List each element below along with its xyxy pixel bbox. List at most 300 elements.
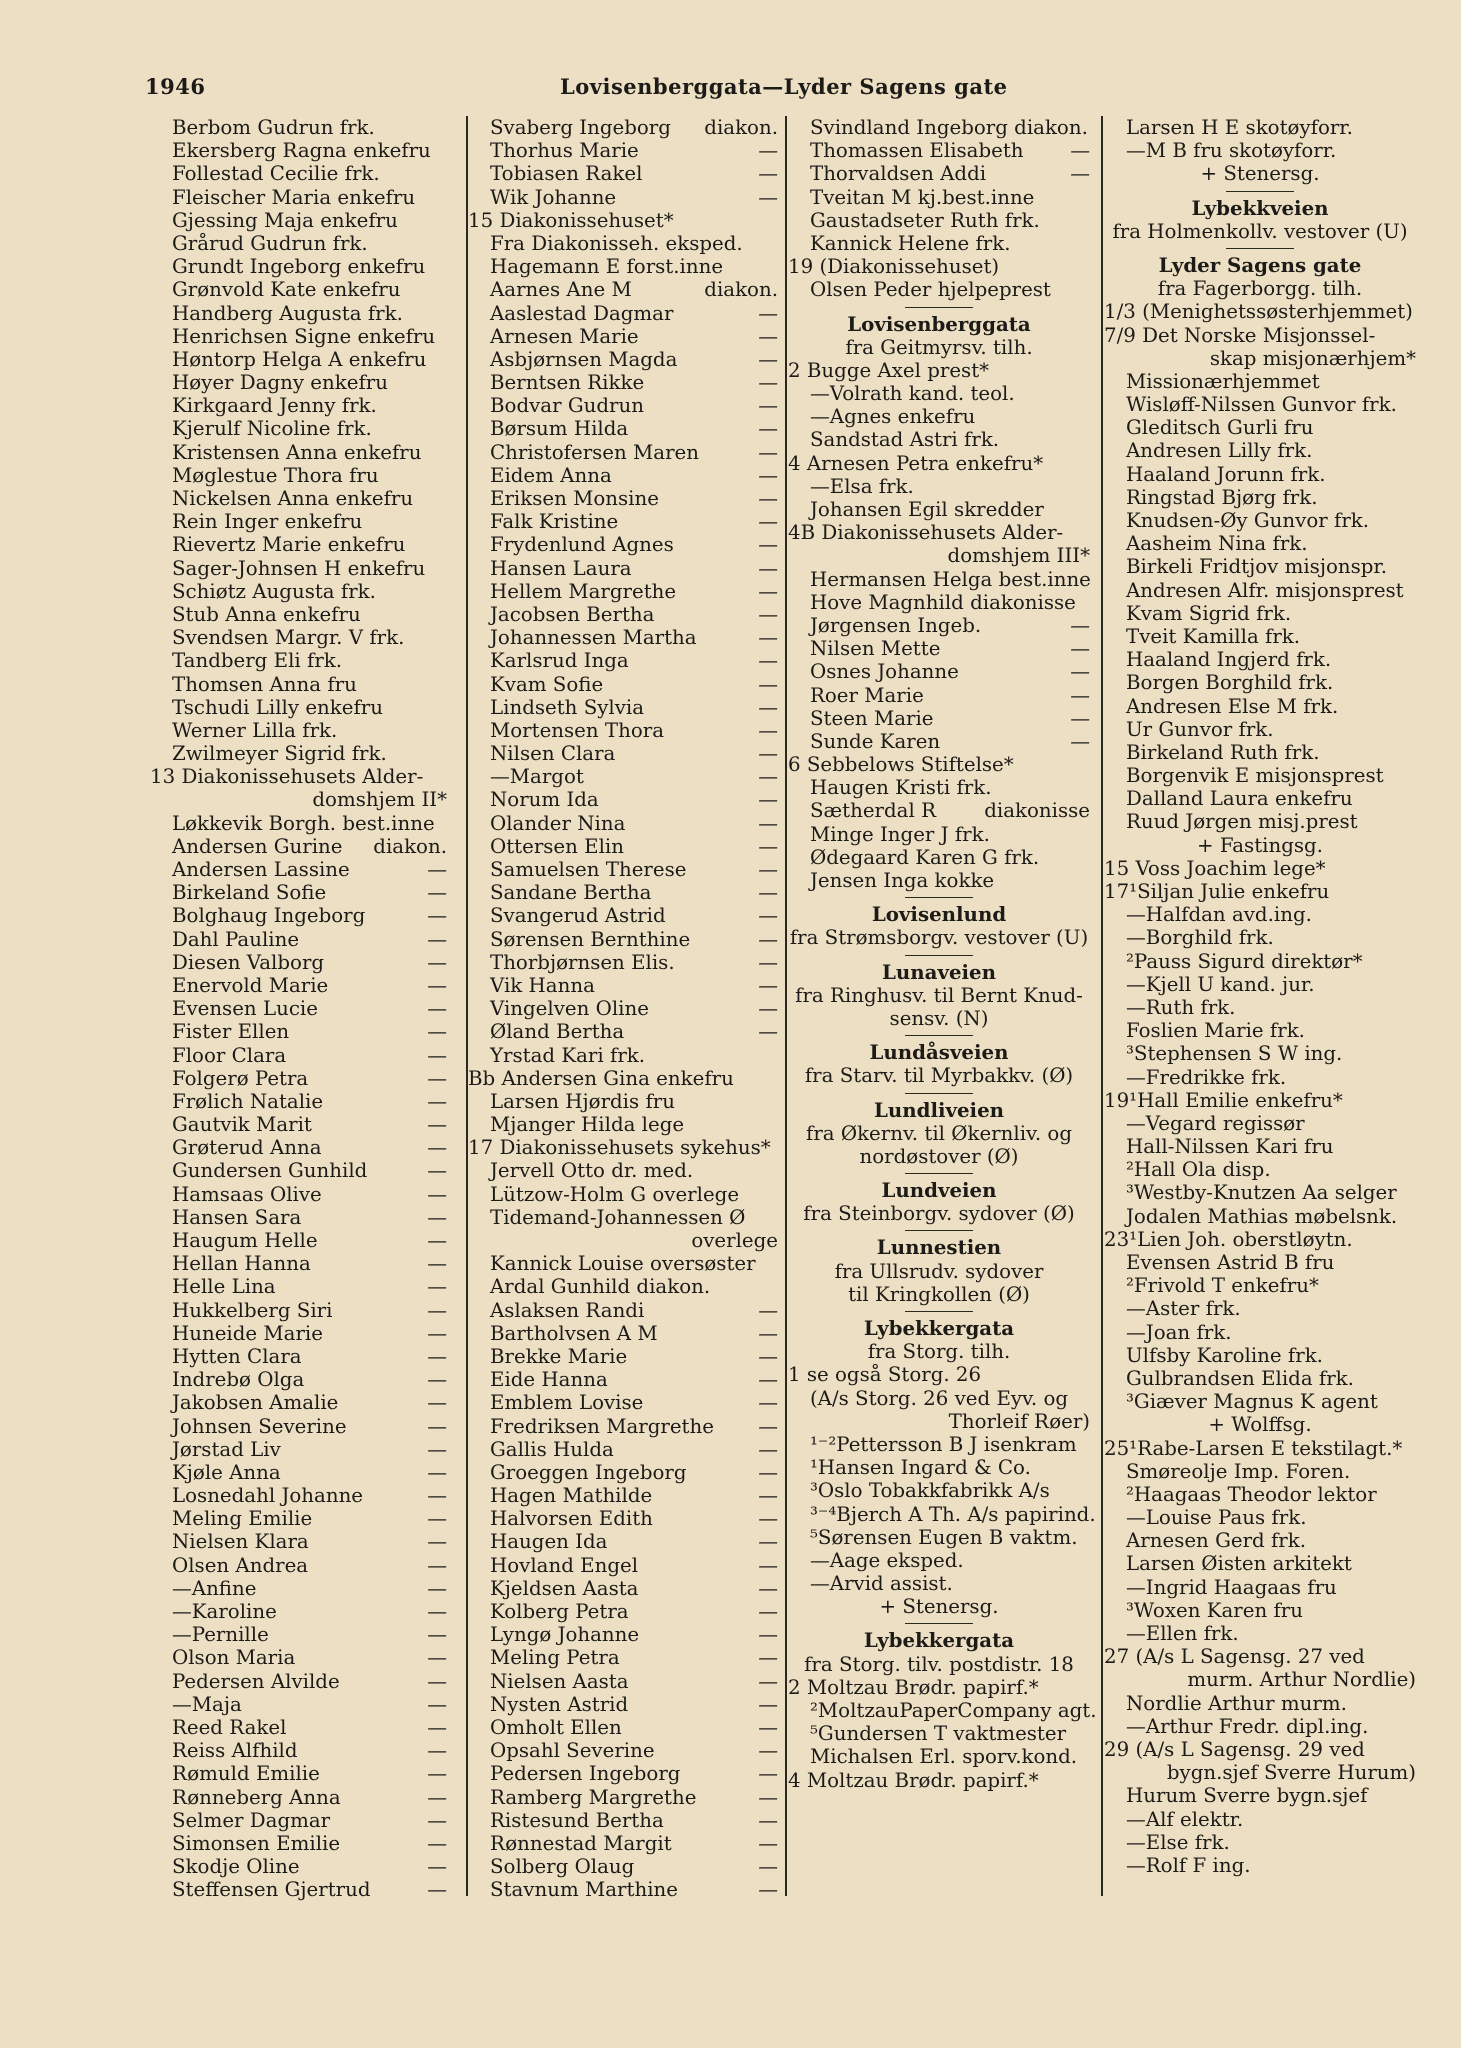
resident-entry <box>150 719 447 742</box>
entry-text: Selmer Dagmar <box>172 1808 331 1832</box>
street-range <box>1104 1413 1416 1436</box>
entry-text: Knudsen-Øy Gunvor frk. <box>1126 509 1370 532</box>
entry-text: Lovisenberggata <box>847 311 1031 336</box>
entry-text: Stavnum Marthine <box>490 1878 678 1902</box>
resident-entry <box>468 1183 778 1206</box>
entry-text: Vik Hanna <box>490 973 595 997</box>
entry-text: Zwilmeyer Sigrid frk. <box>172 742 387 766</box>
entry-text: ²Pauss Sigurd direktør* <box>1126 949 1363 973</box>
entry-text: + Fastingsg. <box>1197 833 1323 857</box>
entry-text: Aarnes Ane M <box>490 278 632 302</box>
entry-occupation: — <box>1070 683 1090 707</box>
resident-entry <box>1104 1808 1416 1831</box>
entry-text: Kvam Sofie <box>490 672 604 696</box>
entry-text: Mjanger Hilda lege <box>490 1113 685 1137</box>
entry-text: Christofersen Maren <box>490 440 699 464</box>
resident-entry <box>788 1479 1090 1502</box>
street-range <box>788 336 1090 359</box>
resident-entry <box>150 603 447 626</box>
resident-entry <box>468 881 778 904</box>
entry-text: fra Ullsrudv. sydover <box>834 1259 1044 1283</box>
resident-entry <box>468 835 778 858</box>
entry-text: Norum Ida <box>490 788 599 812</box>
entry-occupation: — <box>427 1715 447 1739</box>
entry-occupation: — <box>1070 706 1090 730</box>
entry-text: Aaslestad Dagmar <box>490 301 674 325</box>
entry-text: —Arvid assist. <box>810 1572 953 1596</box>
resident-entry <box>1104 1599 1416 1622</box>
entry-text: domshjem III* <box>947 544 1090 568</box>
entry-text: Meling Emilie <box>172 1507 313 1531</box>
resident-entry <box>150 951 447 974</box>
house-number-entry <box>150 765 447 788</box>
entry-occupation: — <box>758 997 778 1021</box>
entry-occupation: — <box>758 185 778 209</box>
entry-text: Nickelsen Anna enkefru <box>172 487 414 510</box>
entry-text: 25¹Rabe-Larsen E tekstilagt.* <box>1104 1436 1403 1460</box>
entry-text: —Rolf F ing. <box>1126 1853 1251 1877</box>
entry-text: Handberg Augusta frk. <box>172 301 403 325</box>
entry-text: Borgenvik E misjonsprest <box>1126 764 1384 788</box>
resident-entry <box>468 1762 778 1785</box>
entry-text: fra Fagerborgg. tilh. <box>1157 277 1363 301</box>
resident-entry <box>468 1832 778 1855</box>
entry-text: Haaland Ingjerd frk. <box>1126 648 1332 672</box>
entry-text: Tobiasen Rakel <box>490 162 643 186</box>
entry-text: Svendsen Margr. V frk. <box>172 626 405 650</box>
resident-entry <box>468 951 778 974</box>
entry-text: —Volrath kand. teol. <box>810 382 1015 406</box>
entry-text: Hansen Laura <box>490 556 632 580</box>
resident-entry <box>788 475 1090 498</box>
entry-text: Høyer Dagny enkefru <box>172 371 388 395</box>
resident-entry <box>1104 996 1416 1019</box>
resident-entry <box>150 1809 447 1832</box>
entry-text: —Kjell U kand. jur. <box>1126 972 1315 996</box>
entry-text: Werner Lilla frk. <box>172 718 338 742</box>
resident-entry <box>1104 1552 1416 1575</box>
resident-entry <box>468 1299 778 1322</box>
entry-text: Helle Lina <box>172 1275 276 1299</box>
entry-text: Aslaksen Randi <box>490 1298 645 1322</box>
entry-occupation: — <box>1070 660 1090 684</box>
entry-text: Falk Kristine <box>490 510 619 534</box>
entry-text: Skodje Oline <box>172 1855 300 1879</box>
entry-text: —Fredrikke frk. <box>1126 1065 1287 1089</box>
entry-occupation: — <box>427 1576 447 1600</box>
resident-entry <box>150 1554 447 1577</box>
entry-occupation: — <box>427 1692 447 1716</box>
street-heading <box>788 961 1090 984</box>
entry-occupation: — <box>758 1646 778 1670</box>
resident-entry <box>788 232 1090 255</box>
entry-text: 15 Voss Joachim lege* <box>1104 856 1326 880</box>
resident-entry <box>468 394 778 417</box>
entry-occupation: — <box>427 1159 447 1183</box>
entry-text: Høntorp Helga A enkefru <box>172 347 427 371</box>
entry-occupation: — <box>1070 139 1090 163</box>
resident-entry <box>788 1699 1097 1722</box>
entry-text: Svangerud Astrid <box>490 904 666 928</box>
resident-entry <box>468 580 778 603</box>
entry-occupation: — <box>758 858 778 881</box>
entry-text: Hermansen Helga best.inne <box>810 567 1091 591</box>
resident-entry <box>788 591 1090 614</box>
entry-occupation: — <box>758 162 778 186</box>
entry-occupation: — <box>427 1043 447 1067</box>
entry-text: Fredriksen Margrethe <box>490 1414 714 1438</box>
resident-entry <box>1104 1460 1416 1483</box>
entry-occupation: — <box>427 950 447 974</box>
entry-text: Sandane Bertha <box>490 881 652 905</box>
resident-entry <box>150 1044 447 1067</box>
entry-text: Svindland Ingeborg diakon. <box>810 116 1088 139</box>
resident-entry <box>150 1299 447 1322</box>
entry-text: Omholt Ellen <box>490 1715 622 1739</box>
entry-text: Andersen Gurine <box>172 834 343 858</box>
entry-text: Missionærhjemmet <box>1126 369 1320 393</box>
entry-text: Dahl Pauline <box>172 927 300 951</box>
entry-occupation: — <box>758 1808 778 1832</box>
resident-entry <box>468 325 778 348</box>
entry-text: ³Woxen Karen fru <box>1126 1598 1303 1622</box>
resident-entry <box>1104 1715 1416 1738</box>
entry-text: Møglestue Thora fru <box>172 463 379 487</box>
street-range <box>788 1122 1090 1145</box>
street-heading <box>788 1179 1090 1202</box>
entry-text: Tandberg Eli frk. <box>172 649 343 673</box>
entry-text: Lybekkergata <box>863 1316 1015 1340</box>
house-number-entry <box>1104 880 1416 903</box>
street-range <box>1104 277 1416 300</box>
resident-entry <box>788 116 1090 139</box>
entry-occupation: — <box>758 1785 778 1809</box>
resident-entry <box>1104 1019 1416 1042</box>
resident-entry <box>788 405 1090 428</box>
resident-entry <box>468 812 778 835</box>
entry-occupation: — <box>758 1368 778 1392</box>
entry-occupation: — <box>427 1414 447 1438</box>
resident-entry <box>1104 1854 1416 1877</box>
entry-text: Frølich Natalie <box>172 1089 324 1113</box>
entry-text: ²Hall Ola disp. <box>1126 1158 1271 1182</box>
resident-entry <box>468 1623 778 1646</box>
entry-occupation: — <box>427 1855 447 1879</box>
entry-text: overlege <box>691 1229 778 1252</box>
resident-entry <box>1104 416 1416 439</box>
entry-occupation: — <box>758 811 778 835</box>
resident-entry <box>1104 718 1416 741</box>
entry-occupation: — <box>758 602 778 626</box>
entry-text: —Ruth frk. <box>1126 995 1236 1019</box>
entry-text: Hukkelberg Siri <box>172 1298 333 1322</box>
resident-entry <box>150 858 447 881</box>
entry-text: Ardal Gunhild diakon. <box>490 1275 711 1299</box>
street-heading <box>788 1629 1090 1652</box>
resident-entry <box>150 510 447 533</box>
column-4 <box>1104 116 1416 1877</box>
entry-text: Olsen Andrea <box>172 1553 309 1577</box>
entry-text: ⁵Sørensen Eugen B vaktm. <box>810 1525 1078 1549</box>
column-rule <box>785 116 787 1896</box>
entry-text: Bartholvsen A M <box>490 1321 658 1345</box>
entry-occupation: — <box>758 765 778 789</box>
resident-entry <box>468 348 778 371</box>
entry-text: Simonsen Emilie <box>172 1831 341 1855</box>
resident-entry <box>788 660 1090 683</box>
resident-entry <box>150 928 447 951</box>
entry-text: ³⁻⁴Bjerch A Th. A/s papirind. <box>810 1502 1096 1526</box>
street-heading <box>788 1099 1090 1122</box>
entry-occupation: — <box>758 695 778 719</box>
entry-text: Folgerø Petra <box>172 1066 309 1090</box>
entry-occupation: — <box>758 417 778 441</box>
street-range <box>788 1145 1090 1168</box>
entry-text: Karlsrud Inga <box>490 649 629 673</box>
entry-occupation: — <box>427 1089 447 1113</box>
resident-entry <box>468 1044 778 1067</box>
entry-text: —Borghild frk. <box>1126 926 1274 950</box>
street-range <box>788 926 1090 949</box>
resident-entry <box>150 1693 447 1716</box>
resident-entry <box>150 1878 447 1901</box>
resident-entry <box>150 1229 447 1252</box>
entry-text: Smøreolje Imp. Foren. <box>1126 1459 1351 1483</box>
entry-text: fra Steinborgv. sydover (Ø) <box>803 1202 1075 1226</box>
street-heading <box>788 313 1090 336</box>
entry-text: 6 Sebbelows Stiftelse* <box>788 753 1014 777</box>
entry-text: Sager-Johnsen H enkefru <box>172 556 426 580</box>
entry-text: ¹Hansen Ingard & Co. <box>810 1456 1031 1480</box>
entry-text: 4 Moltzau Brødr. papirf.* <box>788 1768 1039 1792</box>
entry-text: Lundliveien <box>873 1097 1005 1122</box>
entry-text: 27 (A/s L Sagensg. 27 ved <box>1104 1645 1365 1669</box>
entry-text: 2 Bugge Axel prest* <box>788 358 990 382</box>
entry-text: + Wolffsg. <box>1208 1413 1312 1437</box>
resident-entry <box>1104 1042 1416 1065</box>
resident-entry <box>1104 950 1416 973</box>
entry-text: Johansen Egil skredder <box>810 498 1044 521</box>
entry-text: Eidem Anna <box>490 463 612 487</box>
entry-text: —Ingrid Haagaas fru <box>1126 1575 1337 1599</box>
entry-text: 4B Diakonissehusets Alder- <box>788 521 1064 545</box>
entry-occupation: — <box>758 533 778 557</box>
entry-occupation: — <box>758 1878 778 1902</box>
column-1 <box>150 116 447 1901</box>
resident-entry <box>150 325 447 348</box>
entry-text: 2 Moltzau Brødr. papirf.* <box>788 1675 1039 1699</box>
entry-text: Hagemann E forst.inne <box>490 255 724 279</box>
entry-text: Jervell Otto dr. med. <box>490 1159 694 1183</box>
resident-entry <box>788 1502 1096 1526</box>
resident-entry <box>150 673 447 696</box>
entry-occupation: — <box>758 1391 778 1415</box>
entry-text: Bolghaug Ingeborg <box>172 904 366 928</box>
entry-occupation: — <box>758 626 778 650</box>
entry-text: Ekersberg Ragna enkefru <box>172 139 431 163</box>
entry-text: Gaustadseter Ruth frk. <box>810 208 1040 232</box>
resident-entry <box>468 441 778 464</box>
entry-text: Hove Magnhild diakonisse <box>810 590 1076 614</box>
house-number-entry <box>468 209 778 232</box>
entry-text: Lindseth Sylvia <box>490 695 645 719</box>
resident-entry <box>468 533 778 556</box>
entry-occupation: — <box>427 1066 447 1090</box>
entry-text: Frydenlund Agnes <box>490 533 674 557</box>
entry-occupation: — <box>758 1855 778 1879</box>
entry-text: Stub Anna enkefru <box>172 602 361 626</box>
entry-occupation: diakon. <box>704 278 778 302</box>
resident-entry <box>1104 509 1416 532</box>
resident-entry <box>1104 1390 1416 1413</box>
entry-text: Tschudi Lilly enkefru <box>172 695 383 719</box>
entry-text: Solberg Olaug <box>490 1855 635 1879</box>
resident-entry <box>150 1020 447 1043</box>
entry-text: Brekke Marie <box>490 1344 628 1368</box>
entry-occupation: — <box>758 1600 778 1623</box>
resident-entry <box>150 1183 447 1206</box>
resident-entry <box>468 1275 778 1298</box>
resident-entry <box>788 614 1090 637</box>
resident-entry <box>468 696 778 719</box>
resident-entry <box>468 603 778 626</box>
entry-occupation: — <box>427 1182 447 1206</box>
resident-entry <box>150 1136 447 1159</box>
entry-text: Olson Maria <box>172 1646 296 1670</box>
entry-occupation: — <box>427 1391 447 1415</box>
resident-entry <box>1104 764 1416 787</box>
entry-text: —Margot <box>490 765 584 789</box>
street-range <box>788 1340 1090 1363</box>
entry-text: —Pernille <box>172 1623 269 1647</box>
entry-text: Halvorsen Edith <box>490 1507 653 1531</box>
resident-entry <box>1104 116 1416 139</box>
entry-occupation: — <box>758 1020 778 1044</box>
entry-occupation: — <box>758 1344 778 1368</box>
entry-text: Ruud Jørgen misj.prest <box>1126 810 1358 834</box>
resident-entry <box>1104 439 1416 462</box>
entry-text: —Anfine <box>172 1576 257 1600</box>
resident-entry <box>1104 532 1416 555</box>
resident-entry <box>150 162 447 185</box>
resident-entry <box>468 858 778 881</box>
street-heading <box>788 903 1090 926</box>
entry-text: Hamsaas Olive <box>172 1182 322 1206</box>
entry-continuation <box>788 1410 1090 1433</box>
resident-entry <box>468 673 778 696</box>
resident-entry <box>788 1572 1090 1595</box>
entry-text: Kjeldsen Aasta <box>490 1576 639 1600</box>
entry-occupation: — <box>758 324 778 348</box>
entry-text: Johnsen Severine <box>172 1414 347 1438</box>
resident-entry <box>788 823 1090 846</box>
resident-entry <box>788 684 1090 707</box>
entry-text: Nielsen Aasta <box>490 1669 629 1693</box>
entry-text: Steffensen Gjertrud <box>172 1878 371 1902</box>
entry-text: 17 Diakonissehusets sykehus* <box>468 1136 771 1160</box>
resident-entry <box>150 348 447 371</box>
entry-occupation: diakon. <box>373 834 447 858</box>
resident-entry <box>788 162 1090 185</box>
resident-entry <box>1104 602 1416 625</box>
resident-entry <box>150 1415 447 1438</box>
entry-occupation: — <box>758 440 778 464</box>
entry-occupation: — <box>1070 637 1090 661</box>
entry-occupation: — <box>427 881 447 905</box>
resident-entry <box>788 498 1090 521</box>
entry-text: Fleischer Maria enkefru <box>172 185 416 209</box>
entry-text: Pedersen Alvilde <box>172 1669 340 1693</box>
entry-text: fra Strømsborgv. vestover (U) <box>789 926 1089 950</box>
resident-entry <box>150 255 447 278</box>
resident-entry <box>1104 139 1416 162</box>
entry-text: Kristensen Anna enkefru <box>172 440 422 464</box>
resident-entry <box>468 417 778 440</box>
entry-text: Kolberg Petra <box>490 1600 629 1623</box>
resident-entry <box>150 302 447 325</box>
house-number-entry <box>788 521 1090 544</box>
entry-occupation: — <box>758 973 778 997</box>
resident-entry <box>468 1113 778 1136</box>
resident-entry <box>150 487 447 510</box>
entry-text: 19¹Hall Emilie enkefru* <box>1104 1088 1343 1112</box>
entry-continuation <box>150 788 447 811</box>
entry-text: Lunnestien <box>876 1235 1002 1260</box>
resident-entry <box>468 997 778 1020</box>
entry-text: Wisløff-Nilssen Gunvor frk. <box>1126 393 1397 417</box>
entry-text: Larsen Hjørdis fru <box>490 1089 675 1113</box>
entry-text: Aasheim Nina frk. <box>1126 532 1308 556</box>
resident-entry <box>468 928 778 951</box>
entry-occupation: — <box>758 463 778 487</box>
entry-text: Borgen Borghild frk. <box>1126 671 1334 695</box>
house-number-entry <box>1104 857 1416 880</box>
entry-text: —Alf elektr. <box>1126 1807 1244 1831</box>
entry-text: Hurum Sverre bygn.sjef <box>1126 1784 1368 1808</box>
resident-entry <box>788 278 1090 301</box>
entry-text: Haugen Kristi frk. <box>810 776 992 800</box>
entry-text: fra Ringhusv. til Bernt Knud- <box>795 983 1083 1007</box>
house-number-entry <box>1104 1738 1416 1761</box>
entry-text: Rønneberg Anna <box>172 1785 341 1809</box>
entry-continuation <box>1104 347 1416 370</box>
entry-occupation: — <box>758 394 778 418</box>
entry-text: Tidemand-Johannessen Ø <box>490 1205 746 1229</box>
entry-text: Thomsen Anna fru <box>172 672 357 696</box>
entry-occupation: — <box>1070 729 1090 753</box>
resident-entry <box>788 799 1090 822</box>
resident-entry <box>468 1345 778 1368</box>
entry-text: Andresen Alfr. misjonsprest <box>1126 578 1404 602</box>
resident-entry <box>150 1786 447 1809</box>
entry-text: Ødegaard Karen G frk. <box>810 845 1040 869</box>
resident-entry <box>788 428 1090 451</box>
resident-entry <box>1104 1251 1416 1274</box>
entry-occupation: — <box>427 1298 447 1322</box>
entry-text: Reed Rakel <box>172 1715 287 1739</box>
entry-continuation <box>468 1229 778 1252</box>
entry-occupation: — <box>427 927 447 951</box>
resident-entry <box>468 904 778 927</box>
entry-occupation: — <box>758 1530 778 1554</box>
resident-entry <box>788 1722 1090 1745</box>
resident-entry <box>468 1670 778 1693</box>
resident-entry <box>468 1855 778 1878</box>
resident-entry <box>468 487 778 510</box>
resident-entry <box>150 116 447 139</box>
resident-entry <box>468 1391 778 1414</box>
entry-text: ⁵Gundersen T vaktmester <box>810 1722 1067 1746</box>
